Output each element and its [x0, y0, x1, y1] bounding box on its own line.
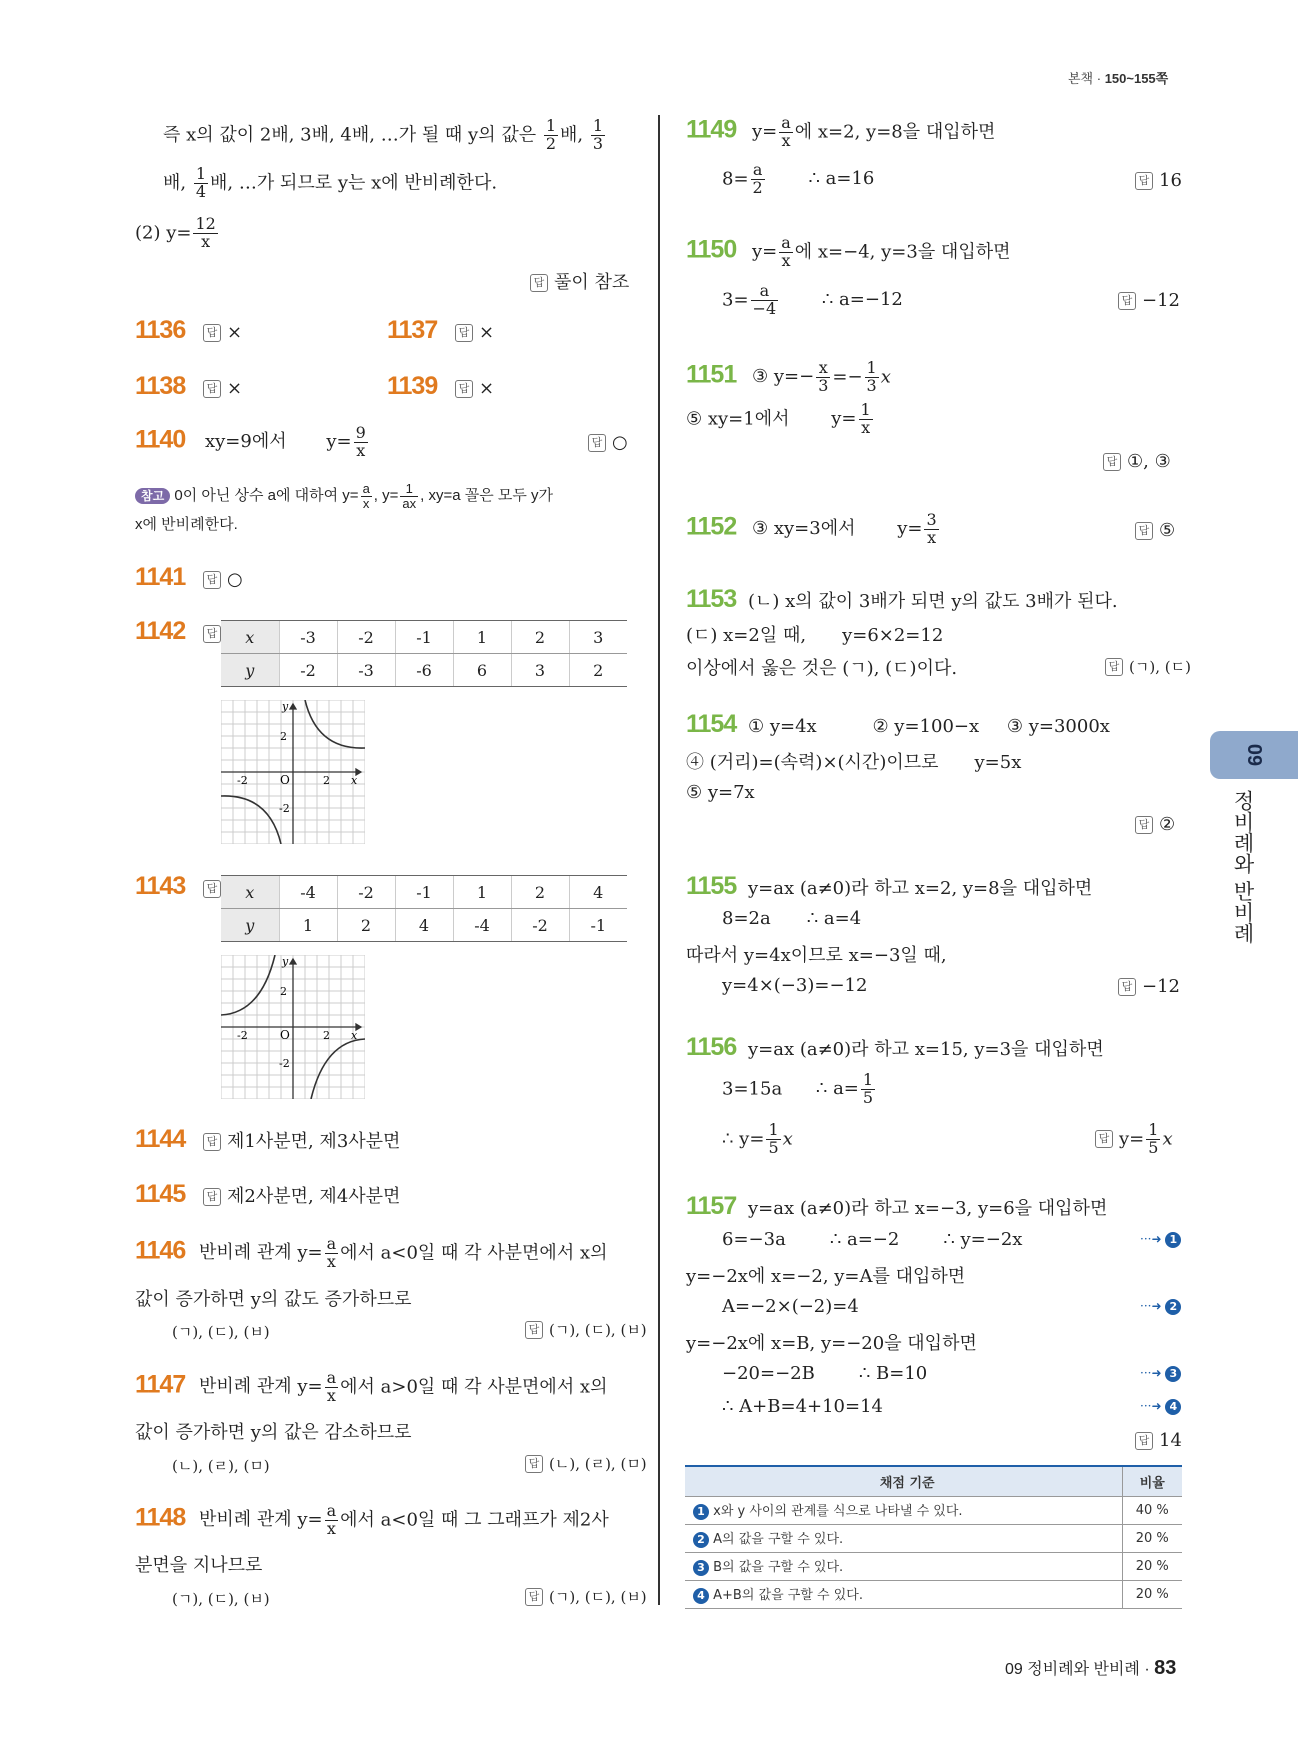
svg-text:y: y: [282, 955, 289, 968]
svg-text:2: 2: [323, 1029, 330, 1042]
step-1154b: ⑤ y=7x: [686, 782, 755, 803]
problem-1150: 1150 y= $\frac{a}{x}$ 에 x=−4, y=3을 대입하면: [686, 233, 1011, 270]
mark-4: ···➜ 4: [1140, 1399, 1181, 1415]
step-1157a: 6=−3a ∴ a=−2 ∴ y=−2x: [722, 1229, 1023, 1250]
step-1157f: ∴ A+B=4+10=14: [722, 1396, 883, 1417]
text-1147: 값이 증가하면 y의 값은 감소하므로: [135, 1422, 412, 1443]
svg-text:-2: -2: [279, 1057, 290, 1070]
chapter-side-title: 정비례와 반비례: [1231, 790, 1255, 944]
conclusion-1153: 이상에서 옳은 것은 (ㄱ), (ㄷ)이다.: [686, 658, 958, 679]
mark-3: ···➜ 3: [1140, 1366, 1181, 1382]
step-1157d: y=−2x에 x=B, y=−20을 대입하면: [686, 1333, 977, 1354]
answer-1156: 답 y= $\frac{1}{5}$ x: [1095, 1122, 1173, 1157]
svg-text:2: 2: [280, 985, 287, 998]
svg-text:x: x: [351, 774, 358, 787]
answer-1155: 답 −12: [1118, 976, 1180, 997]
problem-1136: 1136 답 ×: [135, 316, 243, 344]
step-1151: ⑤ xy=1에서 y= $\frac{1}{x}$: [686, 400, 871, 437]
step-1157e: −20=−2B ∴ B=10: [722, 1363, 928, 1384]
step-1150: 3= $\frac{a}{-4}$ ∴ a=−12: [722, 281, 903, 318]
column-divider: [658, 115, 660, 1605]
step-1157b: y=−2x에 x=−2, y=A를 대입하면: [686, 1266, 966, 1287]
step-1156: 3=15a ∴ a= $\frac{1}{5}$: [722, 1070, 874, 1107]
svg-text:-2: -2: [279, 802, 290, 815]
problem-1143: 1143 답: [135, 872, 227, 901]
problem-1144: 1144 답 제1사분면, 제3사분면: [135, 1125, 401, 1153]
svg-text:O: O: [280, 773, 290, 787]
chapter-tab: 09: [1210, 731, 1298, 779]
problem-1140: 1140 xy=9에서 y= $\frac{9}{x}$: [135, 423, 366, 460]
step-1155b: 따라서 y=4x이므로 x=−3일 때,: [686, 945, 947, 966]
answer-ref: 답 풀이 참조: [530, 268, 629, 294]
part-2: (2) y= $\frac{12}{x}$: [135, 214, 216, 251]
answer-1157: 답 14: [1135, 1430, 1182, 1451]
mark-2: ···➜ 2: [1140, 1299, 1181, 1315]
step-1157c: A=−2×(−2)=4: [722, 1296, 859, 1317]
answer-1152: 답 ⑤: [1135, 520, 1175, 541]
table-1143: x -4 -2 -1 1 2 4 y 1 2 4 -4 -2 -1: [221, 875, 627, 942]
graph-1142: [221, 700, 365, 844]
intro-text: 즉 x의 값이 2배, 3배, 4배, …가 될 때 y의 값은 $\frac{1}{2}$ 배, $\frac{1}{3}$: [163, 116, 604, 153]
step-1153: (ㄷ) x=2일 때, y=6×2=12: [686, 625, 944, 646]
problem-1145: 1145 답 제2사분면, 제4사분면: [135, 1180, 401, 1208]
intro-text-2: 배, $\frac{1}{4}$ 배, …가 되므로 y는 x에 반비례한다.: [163, 164, 498, 201]
answer-1147: 답 (ㄴ), (ㄹ), (ㅁ): [525, 1453, 647, 1474]
svg-text:2: 2: [280, 730, 287, 743]
svg-text:O: O: [280, 1028, 290, 1042]
step-1155: 8=2a ∴ a=4: [722, 908, 862, 929]
problem-1149: 1149 y= $\frac{a}{x}$ 에 x=2, y=8을 대입하면: [686, 113, 996, 150]
mark-1: ···➜ 1: [1140, 1232, 1181, 1248]
svg-text:-2: -2: [237, 1029, 248, 1042]
graph-1143: [221, 955, 365, 1099]
page-range: 150~155쪽: [1104, 71, 1169, 86]
book-ref: 본책: [1068, 71, 1094, 86]
list-1148: (ㄱ), (ㄷ), (ㅂ): [172, 1590, 270, 1608]
note-label: 참고: [135, 488, 170, 504]
svg-text:2: 2: [323, 774, 330, 787]
list-1146: (ㄱ), (ㄷ), (ㅂ): [172, 1323, 270, 1341]
step-1156b: ∴ y= $\frac{1}{5}$ x: [722, 1120, 793, 1157]
problem-1147: 1147 반비례 관계 y= $\frac{a}{x}$ 에서 a>0일 때 각 사분면에서 x의: [135, 1368, 608, 1405]
footer-chapter: 09 정비례와 반비례: [1005, 1661, 1140, 1678]
answer-1151: 답 ①, ③: [1103, 451, 1171, 472]
text-1148: 분면을 지나므로: [135, 1555, 263, 1576]
answer-1146: 답 (ㄱ), (ㄷ), (ㅂ): [525, 1319, 647, 1340]
problem-1154: 1154 ① y=4x ② y=100−x ③ y=3000x: [686, 710, 1110, 738]
answer-1149: 답 16: [1135, 170, 1182, 191]
svg-text:y: y: [282, 700, 289, 713]
problem-1153: 1153 (ㄴ) x의 값이 3배가 되면 y의 값도 3배가 된다.: [686, 585, 1118, 613]
problem-1141: 1141 답 ○: [135, 563, 243, 591]
page-header: 본책 · 150~155쪽: [1068, 71, 1169, 86]
svg-text:-2: -2: [237, 774, 248, 787]
note: 참고 0이 아닌 상수 a에 대하여 y= $\frac{a}{x}$ , y= $\frac{1}{ax}$ , xy=a 꼴은 모두 y가 x에 반비례한다.: [135, 481, 554, 533]
page-number: 83: [1154, 1657, 1177, 1679]
grading-table: 채점 기준 비율 1 x와 y 사이의 관계를 식으로 나타낼 수 있다. 40 % 2 A의 값을 구할 수 있다. 20 % 3 B의 값을 구할 수 있다. 20 % 4 A+B의 값을 구할 수 있다. 20 %: [685, 1465, 1182, 1609]
list-1147: (ㄴ), (ㄹ), (ㅁ): [172, 1457, 270, 1475]
text-1146: 값이 증가하면 y의 값도 증가하므로: [135, 1289, 412, 1310]
problem-1155: 1155 y=ax (a≠0)라 하고 x=2, y=8을 대입하면: [686, 872, 1093, 900]
problem-1156: 1156 y=ax (a≠0)라 하고 x=15, y=3을 대입하면: [686, 1033, 1104, 1061]
problem-1148: 1148 반비례 관계 y= $\frac{a}{x}$ 에서 a<0일 때 그 그래프가 제2사: [135, 1501, 609, 1538]
answer-1140: 답 ○: [588, 432, 628, 453]
problem-1157: 1157 y=ax (a≠0)라 하고 x=−3, y=6을 대입하면: [686, 1192, 1108, 1220]
answer-1148: 답 (ㄱ), (ㄷ), (ㅂ): [525, 1586, 647, 1607]
table-1142: x -3 -2 -1 1 2 3 y -2 -3 -6 6 3 2: [221, 620, 627, 687]
answer-1150: 답 −12: [1118, 290, 1180, 311]
svg-text:x: x: [351, 1029, 358, 1042]
answer-1153: 답 (ㄱ), (ㄷ): [1105, 656, 1191, 677]
step-1149: 8= $\frac{a}{2}$ ∴ a=16: [722, 160, 875, 197]
step-1155c: y=4×(−3)=−12: [722, 975, 868, 996]
step-1154: ④ (거리)=(속력)×(시간)이므로 y=5x: [686, 752, 1022, 773]
problem-1152: 1152 ③ xy=3에서 y= $\frac{3}{x}$: [686, 510, 937, 547]
problem-1142: 1142 답: [135, 617, 227, 646]
problem-1139: 1139 답 ×: [387, 372, 495, 400]
page-footer: 09 정비례와 반비례 · 83: [1005, 1657, 1177, 1679]
problem-1151: 1151 ③ y=− $\frac{x}{3}$ =− $\frac{1}{3}$ x: [686, 358, 891, 395]
answer-1154: 답 ②: [1135, 814, 1175, 835]
problem-1137: 1137 답 ×: [387, 316, 495, 344]
problem-1138: 1138 답 ×: [135, 372, 243, 400]
problem-1146: 1146 반비례 관계 y= $\frac{a}{x}$ 에서 a<0일 때 각 사분면에서 x의: [135, 1234, 608, 1271]
